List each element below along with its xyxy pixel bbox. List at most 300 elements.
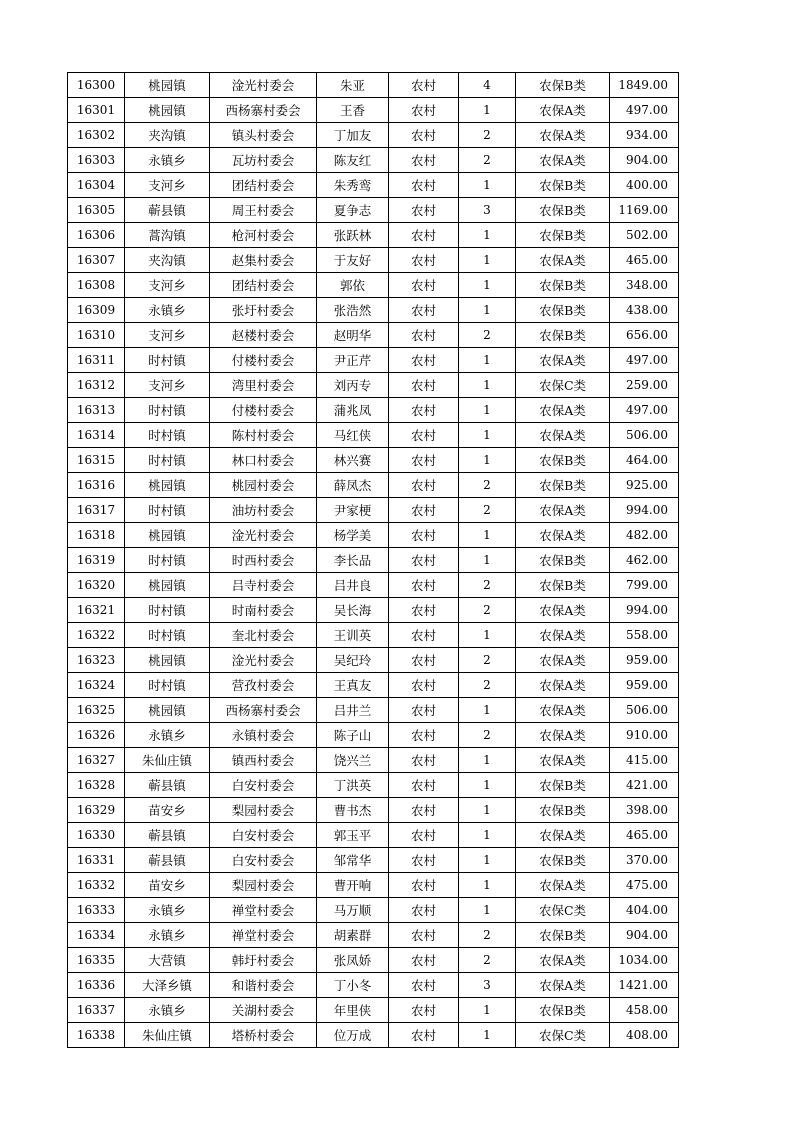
insurance-category-cell: 农保A类 — [516, 973, 610, 998]
area-type-cell: 农村 — [389, 398, 459, 423]
village-committee-cell: 赵楼村委会 — [210, 323, 317, 348]
insurance-category-cell: 农保A类 — [516, 598, 610, 623]
insurance-category-cell: 农保A类 — [516, 948, 610, 973]
insurance-category-cell: 农保B类 — [516, 773, 610, 798]
township-cell: 夹沟镇 — [125, 248, 210, 273]
person-name-cell: 吕井良 — [317, 573, 389, 598]
amount-cell: 408.00 — [610, 1023, 679, 1048]
table-row — [68, 248, 679, 273]
amount-cell: 415.00 — [610, 748, 679, 773]
amount-cell: 458.00 — [610, 998, 679, 1023]
record-id-cell: 16330 — [68, 823, 125, 848]
area-type-cell: 农村 — [389, 123, 459, 148]
insurance-category-cell: 农保A类 — [516, 723, 610, 748]
insurance-category-cell: 农保B类 — [516, 998, 610, 1023]
village-committee-cell: 梨园村委会 — [210, 798, 317, 823]
record-id-cell: 16325 — [68, 698, 125, 723]
household-count-cell: 2 — [459, 723, 516, 748]
village-committee-cell: 白安村委会 — [210, 848, 317, 873]
table-row — [68, 73, 679, 98]
amount-cell: 799.00 — [610, 573, 679, 598]
township-cell: 桃园镇 — [125, 648, 210, 673]
person-name-cell: 吴纪玲 — [317, 648, 389, 673]
village-committee-cell: 关湖村委会 — [210, 998, 317, 1023]
record-id-cell: 16320 — [68, 573, 125, 598]
area-type-cell: 农村 — [389, 498, 459, 523]
township-cell: 桃园镇 — [125, 473, 210, 498]
household-count-cell: 1 — [459, 773, 516, 798]
village-committee-cell: 淦光村委会 — [210, 73, 317, 98]
person-name-cell: 丁小冬 — [317, 973, 389, 998]
household-count-cell: 2 — [459, 948, 516, 973]
household-count-cell: 1 — [459, 848, 516, 873]
village-committee-cell: 时南村委会 — [210, 598, 317, 623]
household-count-cell: 2 — [459, 598, 516, 623]
insurance-category-cell: 农保A类 — [516, 698, 610, 723]
township-cell: 永镇乡 — [125, 298, 210, 323]
record-id-cell: 16332 — [68, 873, 125, 898]
amount-cell: 497.00 — [610, 98, 679, 123]
amount-cell: 348.00 — [610, 273, 679, 298]
amount-cell: 934.00 — [610, 123, 679, 148]
table-row — [68, 848, 679, 873]
person-name-cell: 马红侠 — [317, 423, 389, 448]
amount-cell: 1169.00 — [610, 198, 679, 223]
amount-cell: 370.00 — [610, 848, 679, 873]
amount-cell: 904.00 — [610, 923, 679, 948]
amount-cell: 558.00 — [610, 623, 679, 648]
village-committee-cell: 付楼村委会 — [210, 348, 317, 373]
insurance-category-cell: 农保A类 — [516, 673, 610, 698]
township-cell: 时村镇 — [125, 598, 210, 623]
amount-cell: 959.00 — [610, 648, 679, 673]
township-cell: 时村镇 — [125, 398, 210, 423]
household-count-cell: 1 — [459, 998, 516, 1023]
township-cell: 大营镇 — [125, 948, 210, 973]
area-type-cell: 农村 — [389, 723, 459, 748]
area-type-cell: 农村 — [389, 823, 459, 848]
person-name-cell: 林兴赛 — [317, 448, 389, 473]
person-name-cell: 于友好 — [317, 248, 389, 273]
insurance-category-cell: 农保A类 — [516, 523, 610, 548]
record-id-cell: 16307 — [68, 248, 125, 273]
insurance-category-cell: 农保A类 — [516, 498, 610, 523]
township-cell: 蕲县镇 — [125, 198, 210, 223]
area-type-cell: 农村 — [389, 323, 459, 348]
insurance-category-cell: 农保B类 — [516, 273, 610, 298]
person-name-cell: 位万成 — [317, 1023, 389, 1048]
area-type-cell: 农村 — [389, 423, 459, 448]
village-committee-cell: 陈村村委会 — [210, 423, 317, 448]
household-count-cell: 1 — [459, 448, 516, 473]
person-name-cell: 曹开响 — [317, 873, 389, 898]
record-id-cell: 16336 — [68, 973, 125, 998]
table-row — [68, 498, 679, 523]
township-cell: 大泽乡镇 — [125, 973, 210, 998]
village-committee-cell: 林口村委会 — [210, 448, 317, 473]
person-name-cell: 丁洪英 — [317, 773, 389, 798]
insurance-category-cell: 农保B类 — [516, 73, 610, 98]
insurance-category-cell: 农保B类 — [516, 198, 610, 223]
household-count-cell: 1 — [459, 398, 516, 423]
table-row — [68, 723, 679, 748]
person-name-cell: 陈友红 — [317, 148, 389, 173]
table-row — [68, 1023, 679, 1048]
insurance-category-cell: 农保C类 — [516, 898, 610, 923]
village-committee-cell: 时西村委会 — [210, 548, 317, 573]
table-row — [68, 823, 679, 848]
village-committee-cell: 团结村委会 — [210, 173, 317, 198]
household-count-cell: 3 — [459, 973, 516, 998]
insurance-category-cell: 农保B类 — [516, 173, 610, 198]
record-id-cell: 16304 — [68, 173, 125, 198]
village-committee-cell: 周王村委会 — [210, 198, 317, 223]
township-cell: 时村镇 — [125, 448, 210, 473]
record-id-cell: 16334 — [68, 923, 125, 948]
household-count-cell: 1 — [459, 348, 516, 373]
area-type-cell: 农村 — [389, 273, 459, 298]
village-committee-cell: 和谐村委会 — [210, 973, 317, 998]
household-count-cell: 1 — [459, 548, 516, 573]
record-id-cell: 16338 — [68, 1023, 125, 1048]
village-committee-cell: 塔桥村委会 — [210, 1023, 317, 1048]
amount-cell: 465.00 — [610, 823, 679, 848]
table-row — [68, 973, 679, 998]
person-name-cell: 张凤娇 — [317, 948, 389, 973]
household-count-cell: 2 — [459, 673, 516, 698]
table-row — [68, 448, 679, 473]
record-id-cell: 16319 — [68, 548, 125, 573]
township-cell: 支河乡 — [125, 323, 210, 348]
table-row — [68, 123, 679, 148]
table-row — [68, 698, 679, 723]
table-row — [68, 773, 679, 798]
insurance-category-cell: 农保A类 — [516, 423, 610, 448]
village-committee-cell: 营孜村委会 — [210, 673, 317, 698]
insurance-category-cell: 农保B类 — [516, 573, 610, 598]
insurance-category-cell: 农保B类 — [516, 448, 610, 473]
amount-cell: 1034.00 — [610, 948, 679, 973]
household-count-cell: 2 — [459, 473, 516, 498]
area-type-cell: 农村 — [389, 1023, 459, 1048]
amount-cell: 497.00 — [610, 398, 679, 423]
record-id-cell: 16328 — [68, 773, 125, 798]
insurance-category-cell: 农保A类 — [516, 398, 610, 423]
person-name-cell: 朱亚 — [317, 73, 389, 98]
record-id-cell: 16301 — [68, 98, 125, 123]
household-count-cell: 1 — [459, 823, 516, 848]
amount-cell: 506.00 — [610, 423, 679, 448]
table-row — [68, 623, 679, 648]
amount-cell: 259.00 — [610, 373, 679, 398]
record-id-cell: 16308 — [68, 273, 125, 298]
insurance-category-cell: 农保A类 — [516, 623, 610, 648]
amount-cell: 506.00 — [610, 698, 679, 723]
insurance-category-cell: 农保C类 — [516, 1023, 610, 1048]
record-id-cell: 16310 — [68, 323, 125, 348]
record-id-cell: 16324 — [68, 673, 125, 698]
person-name-cell: 杨学美 — [317, 523, 389, 548]
village-committee-cell: 淦光村委会 — [210, 523, 317, 548]
record-id-cell: 16309 — [68, 298, 125, 323]
household-count-cell: 1 — [459, 1023, 516, 1048]
village-committee-cell: 西杨寨村委会 — [210, 98, 317, 123]
township-cell: 支河乡 — [125, 373, 210, 398]
insurance-category-cell: 农保B类 — [516, 848, 610, 873]
insurance-category-cell: 农保A类 — [516, 648, 610, 673]
roster-table — [67, 72, 679, 1048]
person-name-cell: 赵明华 — [317, 323, 389, 348]
record-id-cell: 16318 — [68, 523, 125, 548]
person-name-cell: 蒲兆凤 — [317, 398, 389, 423]
area-type-cell: 农村 — [389, 73, 459, 98]
area-type-cell: 农村 — [389, 223, 459, 248]
township-cell: 时村镇 — [125, 673, 210, 698]
table-row — [68, 748, 679, 773]
township-cell: 时村镇 — [125, 423, 210, 448]
insurance-category-cell: 农保B类 — [516, 323, 610, 348]
record-id-cell: 16321 — [68, 598, 125, 623]
township-cell: 朱仙庄镇 — [125, 748, 210, 773]
village-committee-cell: 奎北村委会 — [210, 623, 317, 648]
table-row — [68, 923, 679, 948]
household-count-cell: 2 — [459, 323, 516, 348]
amount-cell: 502.00 — [610, 223, 679, 248]
area-type-cell: 农村 — [389, 198, 459, 223]
area-type-cell: 农村 — [389, 98, 459, 123]
village-committee-cell: 白安村委会 — [210, 773, 317, 798]
township-cell: 蒿沟镇 — [125, 223, 210, 248]
area-type-cell: 农村 — [389, 523, 459, 548]
township-cell: 苗安乡 — [125, 798, 210, 823]
area-type-cell: 农村 — [389, 848, 459, 873]
person-name-cell: 曹书杰 — [317, 798, 389, 823]
household-count-cell: 1 — [459, 748, 516, 773]
township-cell: 蕲县镇 — [125, 773, 210, 798]
area-type-cell: 农村 — [389, 623, 459, 648]
household-count-cell: 2 — [459, 923, 516, 948]
record-id-cell: 16306 — [68, 223, 125, 248]
area-type-cell: 农村 — [389, 248, 459, 273]
person-name-cell: 饶兴兰 — [317, 748, 389, 773]
insurance-category-cell: 农保A类 — [516, 148, 610, 173]
amount-cell: 465.00 — [610, 248, 679, 273]
household-count-cell: 1 — [459, 248, 516, 273]
table-row — [68, 323, 679, 348]
person-name-cell: 刘丙专 — [317, 373, 389, 398]
person-name-cell: 吴长海 — [317, 598, 389, 623]
village-committee-cell: 禅堂村委会 — [210, 898, 317, 923]
village-committee-cell: 永镇村委会 — [210, 723, 317, 748]
person-name-cell: 朱秀鸾 — [317, 173, 389, 198]
area-type-cell: 农村 — [389, 573, 459, 598]
amount-cell: 464.00 — [610, 448, 679, 473]
insurance-category-cell: 农保B类 — [516, 298, 610, 323]
insurance-category-cell: 农保A类 — [516, 98, 610, 123]
insurance-category-cell: 农保B类 — [516, 923, 610, 948]
insurance-category-cell: 农保A类 — [516, 748, 610, 773]
area-type-cell: 农村 — [389, 898, 459, 923]
amount-cell: 404.00 — [610, 898, 679, 923]
area-type-cell: 农村 — [389, 798, 459, 823]
household-count-cell: 3 — [459, 198, 516, 223]
household-count-cell: 1 — [459, 873, 516, 898]
amount-cell: 994.00 — [610, 598, 679, 623]
amount-cell: 959.00 — [610, 673, 679, 698]
township-cell: 桃园镇 — [125, 573, 210, 598]
area-type-cell: 农村 — [389, 873, 459, 898]
amount-cell: 497.00 — [610, 348, 679, 373]
township-cell: 桃园镇 — [125, 698, 210, 723]
amount-cell: 438.00 — [610, 298, 679, 323]
household-count-cell: 2 — [459, 648, 516, 673]
area-type-cell: 农村 — [389, 773, 459, 798]
roster-body — [68, 73, 679, 1048]
table-row — [68, 173, 679, 198]
household-count-cell: 1 — [459, 523, 516, 548]
record-id-cell: 16314 — [68, 423, 125, 448]
township-cell: 苗安乡 — [125, 873, 210, 898]
area-type-cell: 农村 — [389, 473, 459, 498]
township-cell: 永镇乡 — [125, 923, 210, 948]
insurance-category-cell: 农保B类 — [516, 798, 610, 823]
record-id-cell: 16305 — [68, 198, 125, 223]
person-name-cell: 张浩然 — [317, 298, 389, 323]
township-cell: 永镇乡 — [125, 148, 210, 173]
person-name-cell: 吕井兰 — [317, 698, 389, 723]
table-row — [68, 298, 679, 323]
household-count-cell: 2 — [459, 573, 516, 598]
township-cell: 永镇乡 — [125, 998, 210, 1023]
area-type-cell: 农村 — [389, 998, 459, 1023]
township-cell: 支河乡 — [125, 273, 210, 298]
village-committee-cell: 禅堂村委会 — [210, 923, 317, 948]
person-name-cell: 马万顺 — [317, 898, 389, 923]
insurance-category-cell: 农保A类 — [516, 248, 610, 273]
area-type-cell: 农村 — [389, 648, 459, 673]
village-committee-cell: 团结村委会 — [210, 273, 317, 298]
table-row — [68, 573, 679, 598]
person-name-cell: 陈子山 — [317, 723, 389, 748]
insurance-category-cell: 农保A类 — [516, 873, 610, 898]
village-committee-cell: 赵集村委会 — [210, 248, 317, 273]
area-type-cell: 农村 — [389, 348, 459, 373]
table-row — [68, 348, 679, 373]
table-row — [68, 873, 679, 898]
area-type-cell: 农村 — [389, 298, 459, 323]
insurance-category-cell: 农保A类 — [516, 123, 610, 148]
village-committee-cell: 白安村委会 — [210, 823, 317, 848]
area-type-cell: 农村 — [389, 673, 459, 698]
township-cell: 桃园镇 — [125, 523, 210, 548]
record-id-cell: 16316 — [68, 473, 125, 498]
record-id-cell: 16327 — [68, 748, 125, 773]
household-count-cell: 2 — [459, 498, 516, 523]
township-cell: 时村镇 — [125, 348, 210, 373]
household-count-cell: 1 — [459, 798, 516, 823]
person-name-cell: 尹正芹 — [317, 348, 389, 373]
household-count-cell: 4 — [459, 73, 516, 98]
table-row — [68, 598, 679, 623]
insurance-category-cell: 农保C类 — [516, 373, 610, 398]
household-count-cell: 1 — [459, 698, 516, 723]
insurance-category-cell: 农保A类 — [516, 348, 610, 373]
insurance-category-cell: 农保B类 — [516, 548, 610, 573]
village-committee-cell: 镇西村委会 — [210, 748, 317, 773]
amount-cell: 1849.00 — [610, 73, 679, 98]
village-committee-cell: 梨园村委会 — [210, 873, 317, 898]
person-name-cell: 王训英 — [317, 623, 389, 648]
table-row — [68, 673, 679, 698]
table-row — [68, 798, 679, 823]
person-name-cell: 年里侠 — [317, 998, 389, 1023]
insurance-category-cell: 农保B类 — [516, 473, 610, 498]
table-row — [68, 373, 679, 398]
amount-cell: 400.00 — [610, 173, 679, 198]
area-type-cell: 农村 — [389, 698, 459, 723]
record-id-cell: 16300 — [68, 73, 125, 98]
table-row — [68, 198, 679, 223]
record-id-cell: 16322 — [68, 623, 125, 648]
area-type-cell: 农村 — [389, 748, 459, 773]
household-count-cell: 1 — [459, 623, 516, 648]
table-row — [68, 998, 679, 1023]
township-cell: 夹沟镇 — [125, 123, 210, 148]
person-name-cell: 郭依 — [317, 273, 389, 298]
village-committee-cell: 张圩村委会 — [210, 298, 317, 323]
record-id-cell: 16326 — [68, 723, 125, 748]
household-count-cell: 1 — [459, 98, 516, 123]
village-committee-cell: 湾里村委会 — [210, 373, 317, 398]
area-type-cell: 农村 — [389, 173, 459, 198]
area-type-cell: 农村 — [389, 923, 459, 948]
person-name-cell: 薛凤杰 — [317, 473, 389, 498]
amount-cell: 925.00 — [610, 473, 679, 498]
record-id-cell: 16303 — [68, 148, 125, 173]
table-row — [68, 898, 679, 923]
table-row — [68, 273, 679, 298]
village-committee-cell: 韩圩村委会 — [210, 948, 317, 973]
record-id-cell: 16323 — [68, 648, 125, 673]
amount-cell: 398.00 — [610, 798, 679, 823]
village-committee-cell: 瓦坊村委会 — [210, 148, 317, 173]
household-count-cell: 1 — [459, 173, 516, 198]
record-id-cell: 16313 — [68, 398, 125, 423]
household-count-cell: 1 — [459, 373, 516, 398]
amount-cell: 904.00 — [610, 148, 679, 173]
household-count-cell: 1 — [459, 223, 516, 248]
village-committee-cell: 西杨寨村委会 — [210, 698, 317, 723]
township-cell: 桃园镇 — [125, 98, 210, 123]
township-cell: 时村镇 — [125, 548, 210, 573]
table-row — [68, 648, 679, 673]
area-type-cell: 农村 — [389, 148, 459, 173]
village-committee-cell: 吕寺村委会 — [210, 573, 317, 598]
household-count-cell: 2 — [459, 148, 516, 173]
village-committee-cell: 油坊村委会 — [210, 498, 317, 523]
insurance-category-cell: 农保B类 — [516, 223, 610, 248]
person-name-cell: 张跃林 — [317, 223, 389, 248]
record-id-cell: 16315 — [68, 448, 125, 473]
household-count-cell: 1 — [459, 898, 516, 923]
village-committee-cell: 付楼村委会 — [210, 398, 317, 423]
record-id-cell: 16337 — [68, 998, 125, 1023]
person-name-cell: 夏争志 — [317, 198, 389, 223]
table-row — [68, 223, 679, 248]
table-row — [68, 523, 679, 548]
table-row — [68, 398, 679, 423]
table-row — [68, 948, 679, 973]
